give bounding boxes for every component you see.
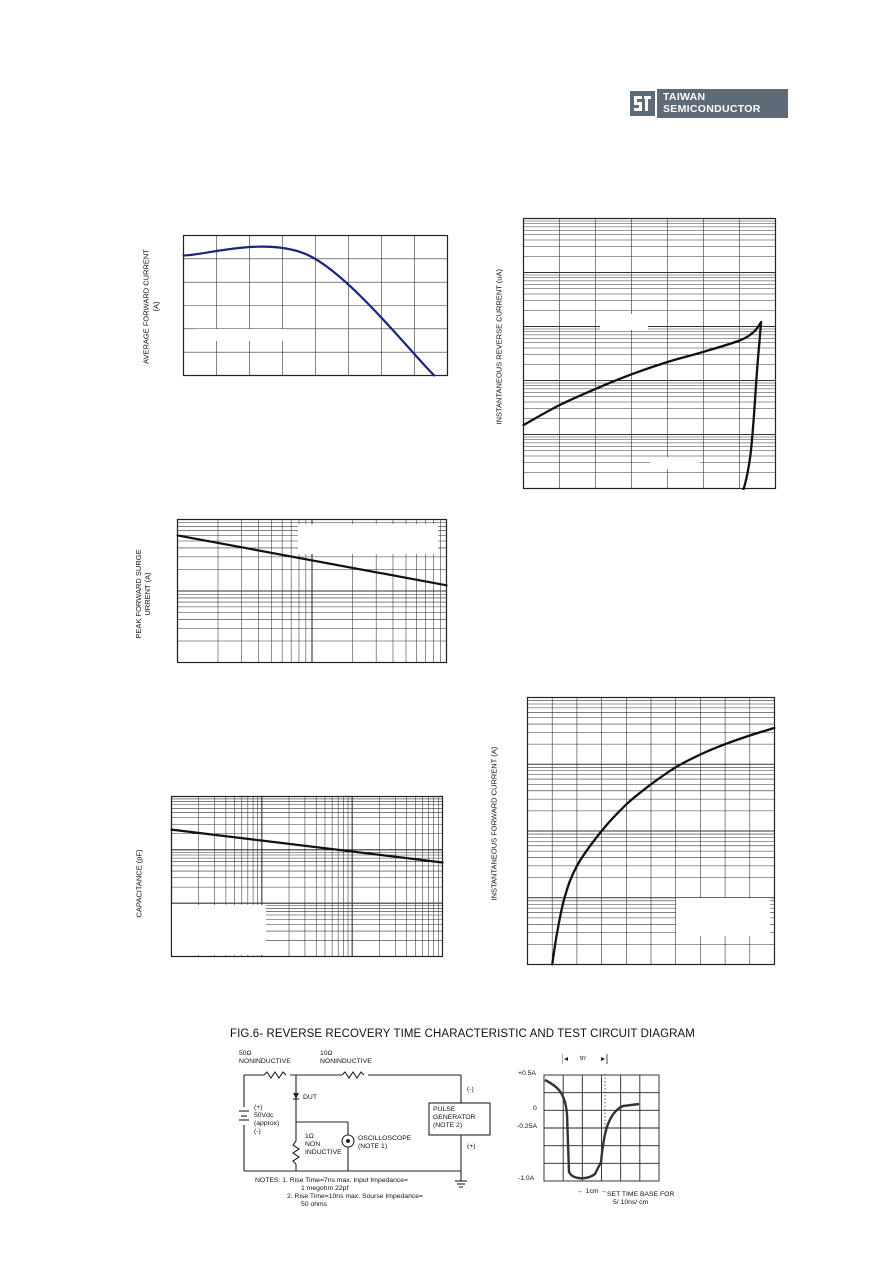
wave-y2: 0 [533, 1105, 537, 1112]
fig1-grid [184, 236, 448, 376]
fig2-ylabel: INSTANTANEOUS REVERSE CURRENT (uA) [494, 269, 504, 425]
wave-y1: +0.5A [518, 1070, 536, 1077]
brand-logo [628, 89, 788, 118]
time-base-label: SET TIME BASE FOR 5/ 10ns/ cm [607, 1191, 675, 1206]
circuit-notes: NOTES: 1. Rise Time=7ns max. Input Impedance= 1 megohm 22pf 2. Rise Time=10ns max. Sourse Impedance= 50 ohms [255, 1177, 424, 1208]
brand-name: TAIWAN SEMICONDUCTOR [657, 89, 788, 118]
fig1-yunit: (A) [151, 301, 161, 312]
fig4-legend-box-1 [172, 905, 266, 955]
generator-minus-label: (-) [467, 1086, 474, 1093]
resistor-1-ohm-icon [293, 1141, 299, 1164]
fig5-legend-box-1 [676, 898, 770, 936]
fig6-title: FIG.6- REVERSE RECOVERY TIME CHARACTERISTIC AND TEST CIRCUIT DIAGRAM [230, 1028, 695, 1040]
pulse-generator-label: PULSE GENERATOR (NOTE 2) [433, 1106, 476, 1129]
fig5-chart [526, 696, 776, 966]
fig5-ylabel: INSTANTANEOUS FORWARD CURRENT (A) [489, 746, 499, 901]
fig4-ylabel: CAPACITANCE (pF) [134, 849, 144, 918]
source-label: (+) 50Vdc (approx) (-) [254, 1104, 280, 1135]
fig4-series-1 [172, 830, 443, 863]
trr-arrows [562, 1054, 612, 1064]
fig4-chart [170, 795, 444, 958]
fig1-ylabel: AVERAGE FORWARD CURRENT [141, 249, 151, 364]
fig3-chart [176, 518, 448, 664]
recovery-waveform [543, 1074, 660, 1182]
r2-label: 10Ω NONINDUCTIVE [320, 1050, 372, 1065]
fig2-frame [524, 219, 776, 489]
wave-y4: -1.0A [518, 1175, 535, 1182]
r3-label: 1Ω NON INDUCTIVE [305, 1133, 342, 1156]
fig2-grid [524, 219, 776, 489]
resistor-50-ohm-icon [264, 1072, 286, 1078]
time-scale-label: ← 1cm → [577, 1188, 608, 1195]
fig2-series-1 [524, 322, 762, 425]
generator-plus-label: (+) [467, 1143, 476, 1150]
fig2-chart [522, 217, 777, 490]
oscilloscope-label: OSCILLOSCOPE (NOTE 1) [358, 1135, 412, 1150]
wave-y3: -0.25A [517, 1123, 538, 1130]
resistor-10-ohm-icon [342, 1072, 364, 1078]
dut-label: DUT [303, 1094, 317, 1101]
fig2-legend-box-2 [650, 457, 700, 469]
fig1-legend-box-1 [196, 329, 286, 341]
fig1-series-1 [184, 247, 435, 376]
fig2-legend-box-1 [600, 314, 648, 330]
trr-label: trr [580, 1055, 587, 1062]
fig1-chart [182, 234, 449, 377]
diode-icon [293, 1093, 299, 1099]
fig3-legend-box-1 [298, 524, 438, 554]
brand-mark-icon [628, 89, 657, 118]
r1-label: 50Ω NONINDUCTIVE [239, 1050, 291, 1065]
fig3-ylabel: PEAK FORWARD SURGE URRENT (A) [134, 549, 152, 639]
